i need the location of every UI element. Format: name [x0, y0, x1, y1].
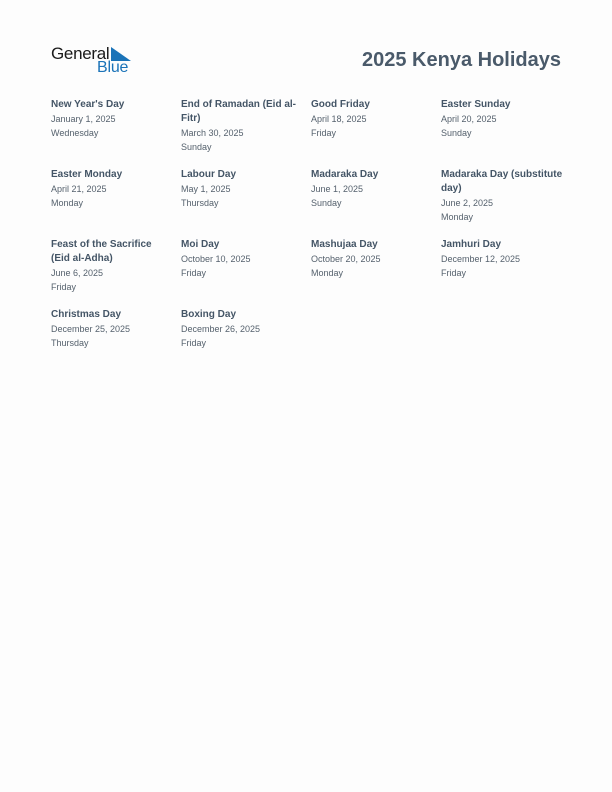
holiday-date: June 2, 2025 — [441, 198, 494, 208]
holiday-weekday: Thursday — [51, 338, 89, 348]
logo-text-general: General — [51, 44, 110, 63]
holiday-name: Mashujaa Day — [311, 239, 378, 250]
page-title: 2025 Kenya Holidays — [362, 49, 561, 71]
holiday-weekday: Sunday — [311, 198, 342, 208]
holiday-item — [181, 168, 311, 238]
holiday-weekday: Monday — [51, 198, 84, 208]
holiday-date: May 1, 2025 — [181, 184, 231, 194]
holiday-name: Easter Monday — [51, 169, 123, 180]
holiday-date: October 20, 2025 — [311, 254, 381, 264]
holiday-item — [181, 308, 311, 378]
holiday-name: Good Friday — [311, 99, 370, 110]
holiday-date: January 1, 2025 — [51, 114, 116, 124]
holiday-name: Labour Day — [181, 169, 237, 180]
holiday-date: December 12, 2025 — [441, 254, 521, 264]
holiday-item — [441, 168, 571, 238]
logo-text-blue: Blue — [97, 59, 129, 76]
holiday-item — [51, 308, 181, 378]
holiday-name: End of Ramadan (Eid al-Fitr) — [181, 99, 297, 124]
holiday-weekday: Thursday — [181, 198, 219, 208]
holiday-weekday: Wednesday — [51, 128, 99, 138]
holiday-weekday: Sunday — [441, 128, 472, 138]
holiday-date: December 26, 2025 — [181, 324, 261, 334]
holiday-item — [311, 168, 441, 238]
holiday-name: Madaraka Day (substitute day) — [441, 169, 563, 194]
holiday-weekday: Sunday — [181, 142, 212, 152]
holiday-item — [51, 98, 181, 168]
holiday-date: March 30, 2025 — [181, 128, 244, 138]
holiday-item — [51, 238, 181, 308]
holiday-grid — [51, 98, 571, 378]
holiday-date: June 1, 2025 — [311, 184, 364, 194]
holiday-item — [181, 238, 311, 308]
holiday-item — [441, 98, 571, 168]
holiday-weekday: Friday — [311, 128, 337, 138]
holiday-name: Boxing Day — [181, 309, 237, 320]
holiday-date: April 21, 2025 — [51, 184, 107, 194]
holiday-weekday: Monday — [441, 212, 474, 222]
holiday-date: October 10, 2025 — [181, 254, 251, 264]
holiday-name: Moi Day — [181, 239, 220, 250]
holiday-name: Madaraka Day — [311, 169, 379, 180]
holiday-date: April 20, 2025 — [441, 114, 497, 124]
holiday-date: April 18, 2025 — [311, 114, 367, 124]
holiday-weekday: Monday — [311, 268, 344, 278]
holiday-name: Jamhuri Day — [441, 239, 502, 250]
holiday-name: Christmas Day — [51, 309, 122, 320]
holiday-weekday: Friday — [181, 338, 207, 348]
holiday-weekday: Friday — [181, 268, 207, 278]
holiday-weekday: Friday — [51, 282, 77, 292]
holiday-item — [311, 238, 441, 308]
holiday-date: December 25, 2025 — [51, 324, 131, 334]
holiday-name: New Year's Day — [51, 99, 125, 110]
holiday-weekday: Friday — [441, 268, 467, 278]
holiday-name: Feast of the Sacrifice (Eid al-Adha) — [51, 239, 152, 264]
holiday-item — [311, 98, 441, 168]
generalblue-logo — [51, 44, 141, 78]
holiday-item — [181, 98, 311, 168]
holiday-date: June 6, 2025 — [51, 268, 104, 278]
holiday-name: Easter Sunday — [441, 99, 511, 110]
holiday-item — [441, 238, 571, 308]
holiday-item — [51, 168, 181, 238]
